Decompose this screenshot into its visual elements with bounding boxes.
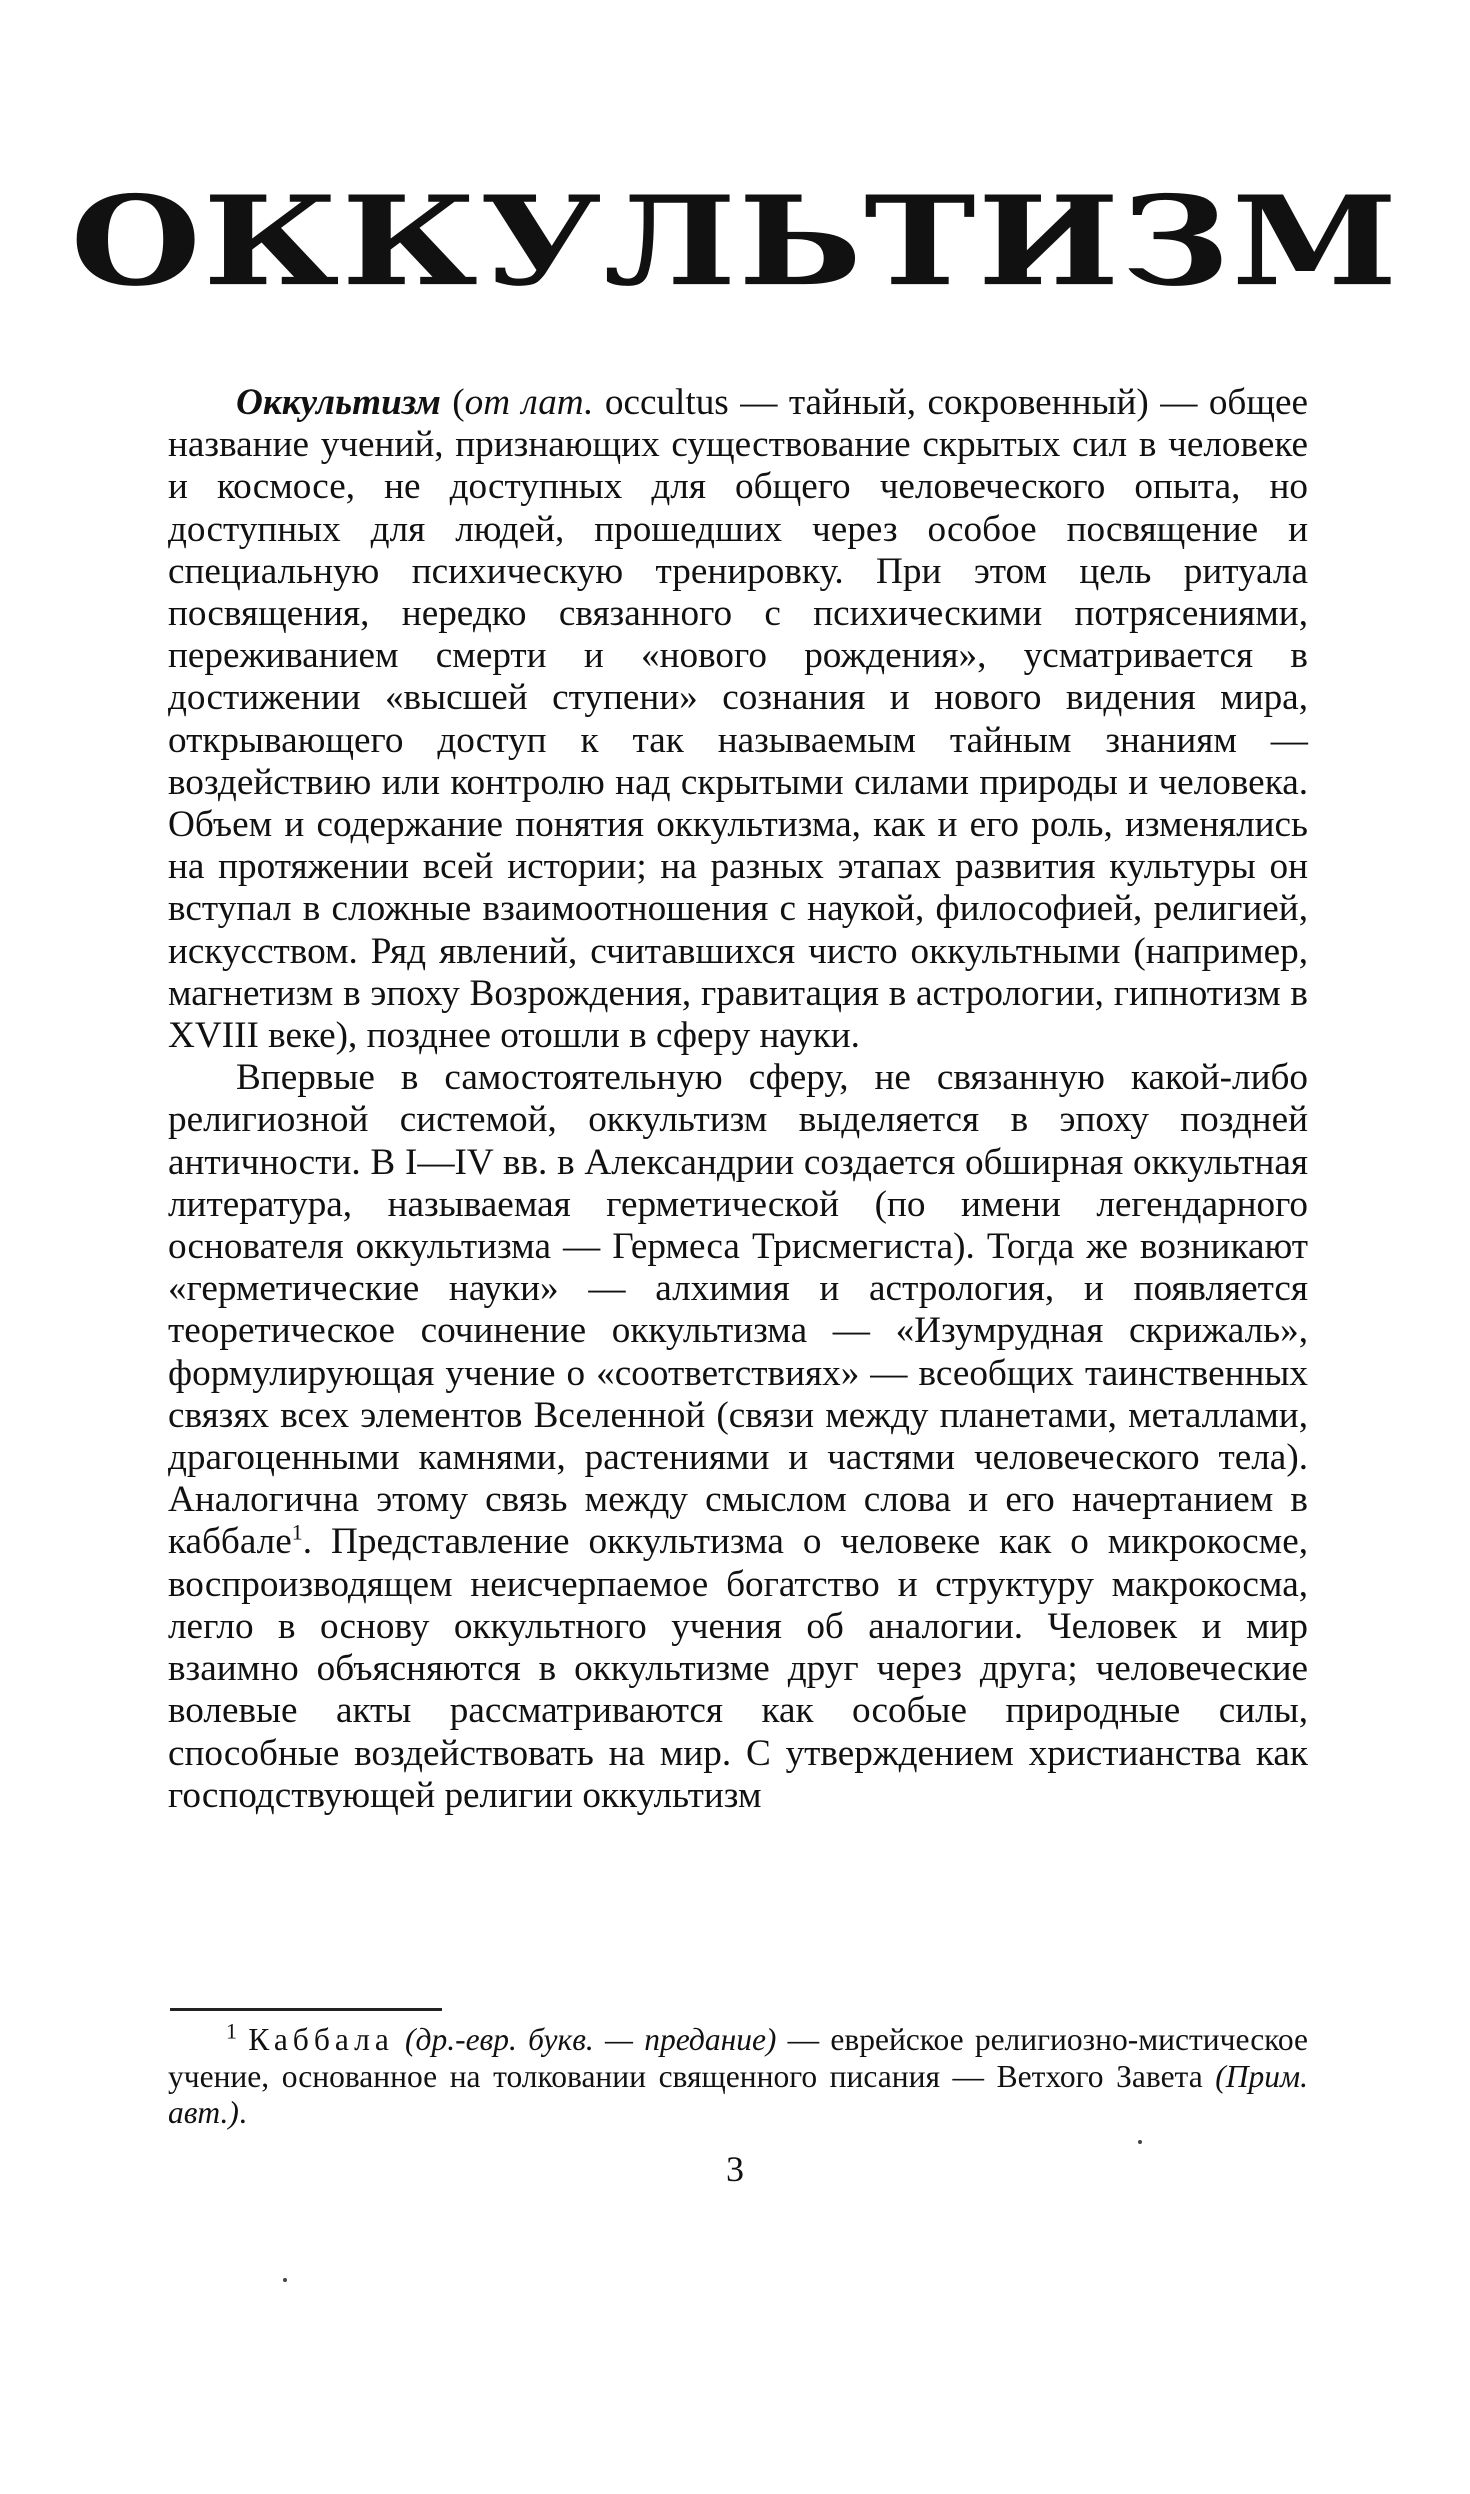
author-note: (Прим. авт.) [168, 2058, 1308, 2130]
footnote-reference[interactable]: 1 [291, 1520, 303, 1546]
defined-term: Оккультизм [236, 382, 441, 423]
main-text [168, 382, 1308, 1817]
paragraph-1: Оккультизм (от лат. occultus — тайный, сокровенный) — общее название учений, признающих существование скрытых сил в человеке и космосе, не доступных для общего человеческого опыта, но доступных для людей, прошедших через особое посвящение и специальную психическую тренировку. При этом цель ритуала посвящения, нередко связанного с психическими потрясениями, переживанием смерти и «нового рождения», усматривается в достижении «высшей ступени» сознания и нового видения мира, открывающего доступ к так называемым тайным знаниям — воздействию или контролю над скрытыми силами природы и человека. Объем и содержание понятия оккультизма, как и его роль, изменялись на протяжении всей истории; на разных этапах развития культуры он вступал в сложные взаимоотношения с наукой, философией, религией, искусством. Ряд явлений, считавшихся чисто оккультными (например, магнетизм в эпоху Возрождения, гравитация в астрологии, гипнотизм в XVIII веке), позднее отошли в сферу науки. [168, 382, 1308, 1057]
scan-speck [1138, 2140, 1142, 2144]
page-number: 3 [726, 2149, 744, 2189]
footnote: $^1$ Каббала (др.-евр. букв. — предание) — еврейское религиозно-мистическое учение, основанное на толковании священного писания — Ветхого Завета (Прим. авт.). [168, 2018, 1309, 2130]
paragraph-2: Впервые в самостоятельную сферу, не связанную какой-либо религиозной системой, оккультизм выделяется в эпоху поздней античности. В I—IV вв. в Александрии создается обширная оккультная литература, называемая герметической (по имени легендарного основателя оккультизма — Гермеса Трисмегиста). Тогда же возникают «герметические науки» — алхимия и астрология, и появляется теоретическое сочинение оккультизма — «Изумрудная скрижаль», формулирующая учение о «соответствиях» — всеобщих таинственных связях всех элементов Вселенной (связи между планетами, металлами, драгоценными камнями, растениями и частями человеческого тела). Аналогична этому связь между смыслом слова и его начертанием в каббале$^1$. Представление оккультизма о человеке как о микрокосме, воспроизводящем неисчерпаемое богатство и структуру макрокосма, легло в основу оккультного учения об аналогии. Человек и мир взаимно объясняются в оккультизме друг через друга; человеческие волевые акты рассматриваются как особые природные силы, способные воздействовать на мир. С утверждением христианства как господствующей религии оккультизм [168, 1057, 1308, 1816]
footnote-divider [170, 2008, 442, 2011]
chapter-title: ОККУЛЬТИЗМ [70, 169, 1400, 314]
footnote-etymology: (др.-евр. букв. — предание) [405, 2022, 777, 2057]
scan-speck [283, 2278, 287, 2282]
footnote-mark: 1 [226, 2018, 237, 2044]
etymology-marker: от лат. [464, 382, 594, 423]
footnote-term: Каббала [248, 2022, 394, 2057]
